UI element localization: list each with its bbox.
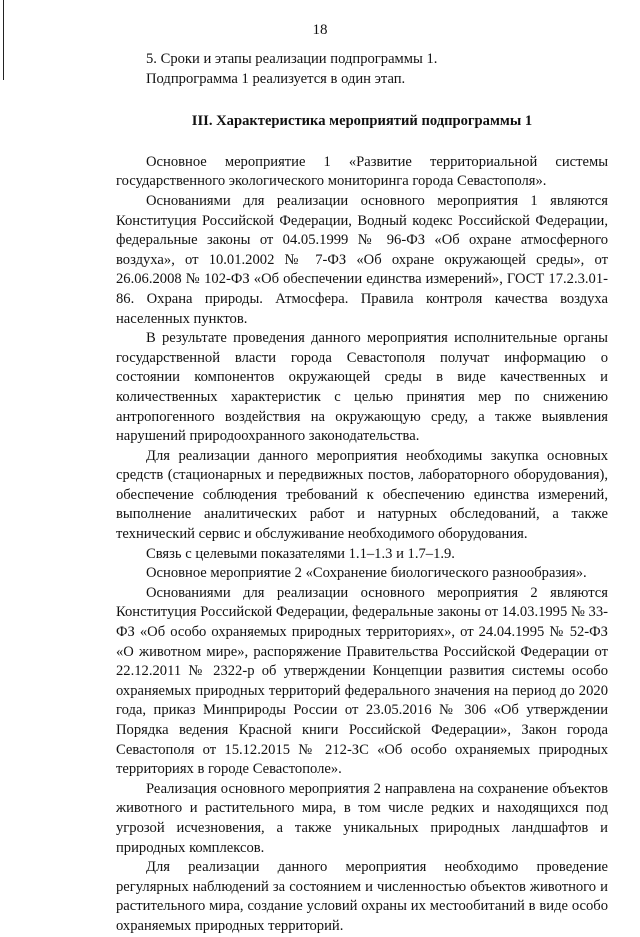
document-body — [116, 50, 608, 937]
paragraph-measure-2-title: Основное мероприятие 2 «Сохранение биологического разнообразия». — [146, 565, 587, 582]
section-5-title: 5. Сроки и этапы реализации подпрограммы 1. — [146, 51, 438, 67]
paragraph-measure-1-grounds: Основаниями для реализации основного мероприятия 1 являются Конституция Российской Федерации, Водный кодекс Российской Федерации, федеральные законы от 04.05.1999 № 96-ФЗ «Об охране атмосферного воздуха», от 10.01.2002 № 7-ФЗ «Об охране окружающей среды», от 26.06.2008 № 102-ФЗ «Об обеспечении единства измерений», ГОСТ 17.2.3.01-86. Охрана природы. Атмосфера. Правила контроля качества воздуха населенных пунктов. — [116, 192, 608, 327]
paragraph-measure-1-requirements: Для реализации данного мероприятия необходимы закупка основных средств (стационарных и передвижных постов, лабораторного оборудования), обеспечение соблюдения требований к обеспечению единства измерений, выполнение аналитических работ и натурных обследований, а также технический сервис и обслуживание необходимого оборудования. — [116, 447, 608, 543]
paragraph-measure-2-grounds: Основаниями для реализации основного мероприятия 2 являются Конституция Российской Федерации, федеральные законы от 14.03.1995 № 33-ФЗ «Об особо охраняемых природных территориях», от 24.04.1995 № 52-ФЗ «О животном мире», распоряжение Правительства Российской Федерации от 22.12.2011 № 2322-р об утверждении Концепции развития системы особо охраняемых природных территорий федерального значения на период до 2020 года, приказ Минприроды России от 23.05.2016 № 306 «Об утверждении Порядка ведения Красной книги Российской Федерации», Закон города Севастополя от 15.12.2015 № 212-ЗС «Об особо охраняемых природных территориях в городе Севастополе». — [116, 584, 608, 778]
section-5-text: Подпрограмма 1 реализуется в один этап. — [146, 70, 406, 87]
paragraph-measure-1-result: В результате проведения данного мероприятия исполнительные органы государственной власти города Севастополя получат информацию о состоянии компонентов окружающей среды в виде качественных и количественных характеристик с целью принятия мер по снижению антропогенного воздействия на окружающую среду, а также выявления нарушений природоохранного законодательства. — [116, 330, 608, 445]
paragraph-measure-1-title: Основное мероприятие 1 «Развитие территориальной системы государственного экологического мониторинга города Севастополя». — [116, 153, 608, 190]
paragraph-indicators-link: Связь с целевыми показателями 1.1–1.3 и 1.7–1.9. — [146, 545, 455, 562]
section-3-heading: III. Характеристика мероприятий подпрограммы 1 — [191, 113, 533, 130]
left-margin-rule — [3, 0, 4, 80]
paragraph-measure-2-purpose: Реализация основного мероприятия 2 направлена на сохранение объектов животного и растительного мира, в том числе редких и находящихся под угрозой исчезновения, а также уникальных природных ландшафтов и природных комплексов. — [116, 780, 608, 856]
page-number: 18 — [312, 22, 328, 38]
paragraph-measure-2-requirements: Для реализации данного мероприятия необходимо проведение регулярных наблюдений за состоянием и численностью объектов животного и растительного мира, создание условий охраны их местообитаний в виде особо охраняемых природных территорий. — [116, 859, 608, 934]
